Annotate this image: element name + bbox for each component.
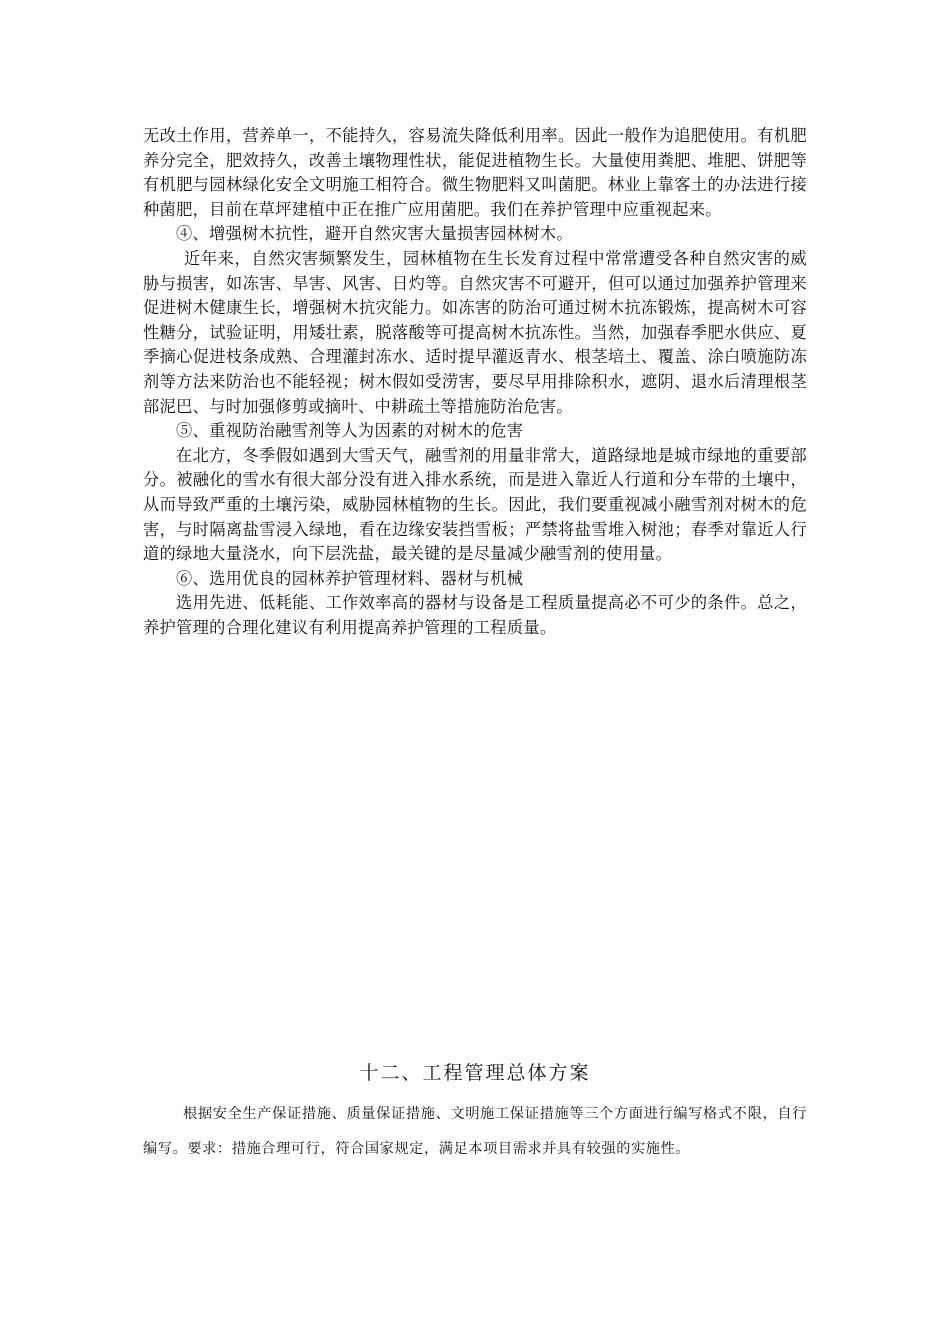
paragraph-organic-fertilizer: 无改土作用，营养单一，不能持久，容易流失降低利用率。因此一般作为追肥使用。有机肥养分完全，肥效持久，改善土壤物理性状，能促进植物生长。大量使用粪肥、堆肥、饼肥等有机肥与园林绿化安全文明施工相符合。微生物肥料又叫菌肥。林业上靠客土的办法进行接种菌肥，目前在草坪建植中正在推广应用菌肥。我们在养护管理中应重视起来。 [143, 126, 807, 219]
body-text [143, 124, 807, 640]
paragraph-natural-disasters: 近年来，自然灾害频繁发生，园林植物在生长发育过程中常常遭受各种自然灾害的威胁与损害，如冻害、旱害、风害、日灼等。自然灾害不可避开，但可以通过加强养护管理来促进树木健康生长，增强树木抗灾能力。如冻害的防治可通过树木抗冻锻炼，提高树木可容性糖分，试验证明，用矮壮素，脱落酸等可提高树木抗冻性。当然，加强春季肥水供应、夏季摘心促进枝条成熟、合理灌封冻水、适时提早灌返青水、根茎培土、覆盖、涂白喷施防冻剂等方法来防治也不能轻视；树木假如受涝害，要尽早用排除积水，遮阴、退水后清理根茎部泥巴、与时加强修剪或摘叶、中耕疏土等措施防治危害。 [143, 248, 807, 416]
section-body [143, 1097, 807, 1167]
section-title: 十二、工程管理总体方案 [359, 1062, 591, 1084]
heading-item-6: ⑥、选用优良的园林养护管理材料、器材与机械 [176, 568, 524, 588]
heading-item-4: ④、增强树木抗性，避开自然灾害大量损害园林树木。 [176, 224, 573, 244]
paragraph-snow-melting-agent: 在北方，冬季假如遇到大雪天气，融雪剂的用量非常大，道路绿地是城市绿地的重要部分。被融化的雪水有很大部分没有进入排水系统，而是进入靠近人行道和分车带的土壤中，从而导致严重的土壤污染，威胁园林植物的生长。因此，我们要重视减小融雪剂对树木的危害，与时隔离盐雪浸入绿地，看在边缘安装挡雪板；严禁将盐雪堆入树池；春季对靠近人行道的绿地大量浇水，向下层洗盐，最关键的是尽量减少融雪剂的使用量。 [143, 445, 807, 564]
section-paragraph: 根据安全生产保证措施、质量保证措施、文明施工保证措施等三个方面进行编写格式不限，自行编写。要求：措施合理可行，符合国家规定，满足本项目需求并具有较强的实施性。 [143, 1106, 807, 1157]
heading-item-5: ⑤、重视防治融雪剂等人为因素的对树木的危害 [176, 421, 524, 441]
paragraph-equipment: 选用先进、低耗能、工作效率高的器材与设备是工程质量提高必不可少的条件。总之，养护管理的合理化建议有利用提高养护管理的工程质量。 [143, 593, 807, 637]
